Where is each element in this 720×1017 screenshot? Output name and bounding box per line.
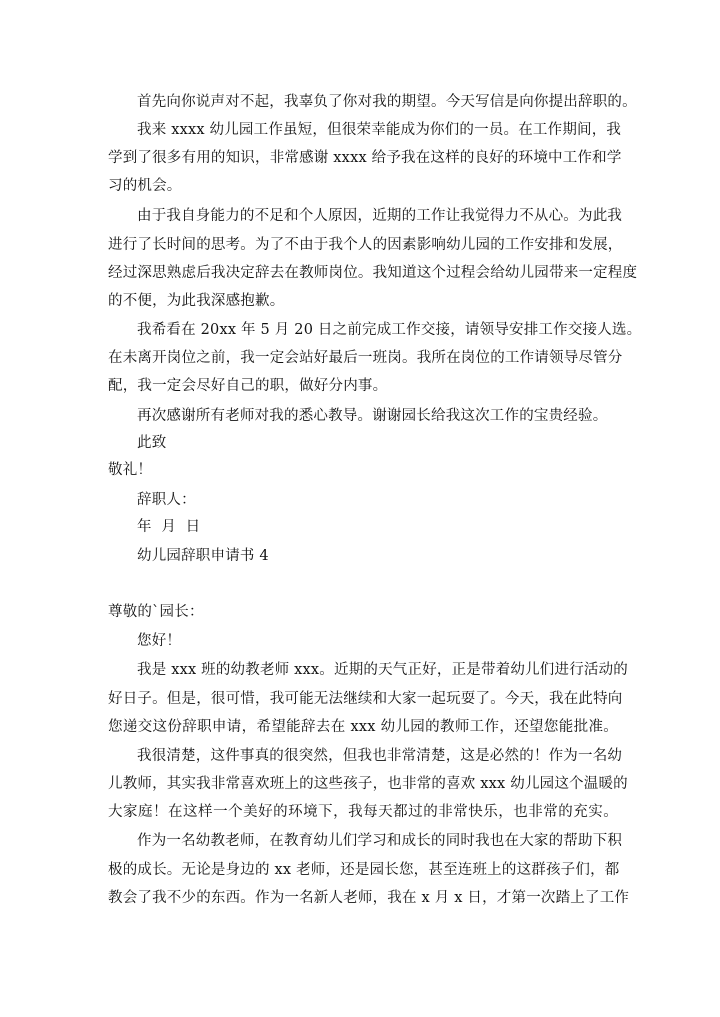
text-line: 的不便，为此我深感抱歉。	[108, 293, 285, 309]
text-line: 在未离开岗位之前，我一定会站好最后一班岗。我所在岗位的工作请领导尽管分	[108, 350, 623, 366]
text-line: 经过深思熟虑后我决定辞去在教师岗位。我知道这个过程会给幼儿园带来一定程度	[108, 265, 638, 281]
text-line: 儿教师，其实我非常喜欢班上的这些孩子，也非常的喜欢 xxx 幼儿园这个温暖的	[108, 776, 628, 792]
text-line: 我很清楚，这件事真的很突然，但我也非常清楚，这是必然的！作为一名幼	[137, 748, 623, 764]
text-line: 配，我一定会尽好自己的职，做好分内事。	[108, 378, 388, 394]
text-line: 我是 xxx 班的幼教老师 xxx。近期的天气正好，正是带着幼儿们进行活动的	[137, 662, 628, 678]
closing-salutation: 此致	[137, 435, 167, 451]
text-line: 我希看在 20xx 年 5 月 20 日之前完成工作交接，请领导安排工作交接人选。	[137, 322, 642, 338]
text-line: 好日子。但是，很可惜，我可能无法继续和大家一起玩耍了。今天，我在此特向	[108, 691, 623, 707]
text-line: 教会了我不少的东西。作为一名新人老师，我在 x 月 x 日，才第一次踏上了工作	[108, 890, 630, 906]
text-line: 我来 xxxx 幼儿园工作虽短，但很荣幸能成为你们的一员。在工作期间，我	[137, 122, 622, 138]
signer-label: 辞职人：	[137, 492, 196, 508]
date-line: 年 月 日	[137, 519, 201, 535]
text-line: 您递交这份辞职申请，希望能辞去在 xxx 幼儿园的教师工作，还望您能批准。	[108, 719, 618, 735]
section-title: 幼儿园辞职申请书 4	[137, 548, 269, 564]
text-line: 极的成长。无论是身边的 xx 老师，还是园长您，甚至连班上的这群孩子们，都	[108, 862, 620, 878]
text-line: 作为一名幼教老师，在教育幼儿们学习和成长的同时我也在大家的帮助下积	[137, 833, 623, 849]
text-line: 首先向你说声对不起，我辜负了你对我的期望。今天写信是向你提出辞职的。	[137, 94, 637, 110]
closing-regards: 敬礼！	[108, 462, 153, 478]
greeting: 您好！	[137, 633, 182, 649]
text-line: 学到了很多有用的知识，非常感谢 xxxx 给予我在这样的良好的环境中工作和学	[108, 150, 622, 166]
text-line: 进行了长时间的思考。为了不由于我个人的因素影响幼儿园的工作安排和发展，	[108, 237, 623, 253]
text-line: 由于我自身能力的不足和个人原因，近期的工作让我觉得力不从心。为此我	[137, 208, 623, 224]
text-line: 习的机会。	[108, 178, 182, 194]
text-line: 大家庭！在这样一个美好的环境下，我每天都过的非常快乐，也非常的充实。	[108, 804, 618, 820]
salutation: 尊敬的`园长：	[108, 604, 204, 620]
text-line: 再次感谢所有老师对我的悉心教导。谢谢园长给我这次工作的宝贵经验。	[137, 408, 608, 424]
